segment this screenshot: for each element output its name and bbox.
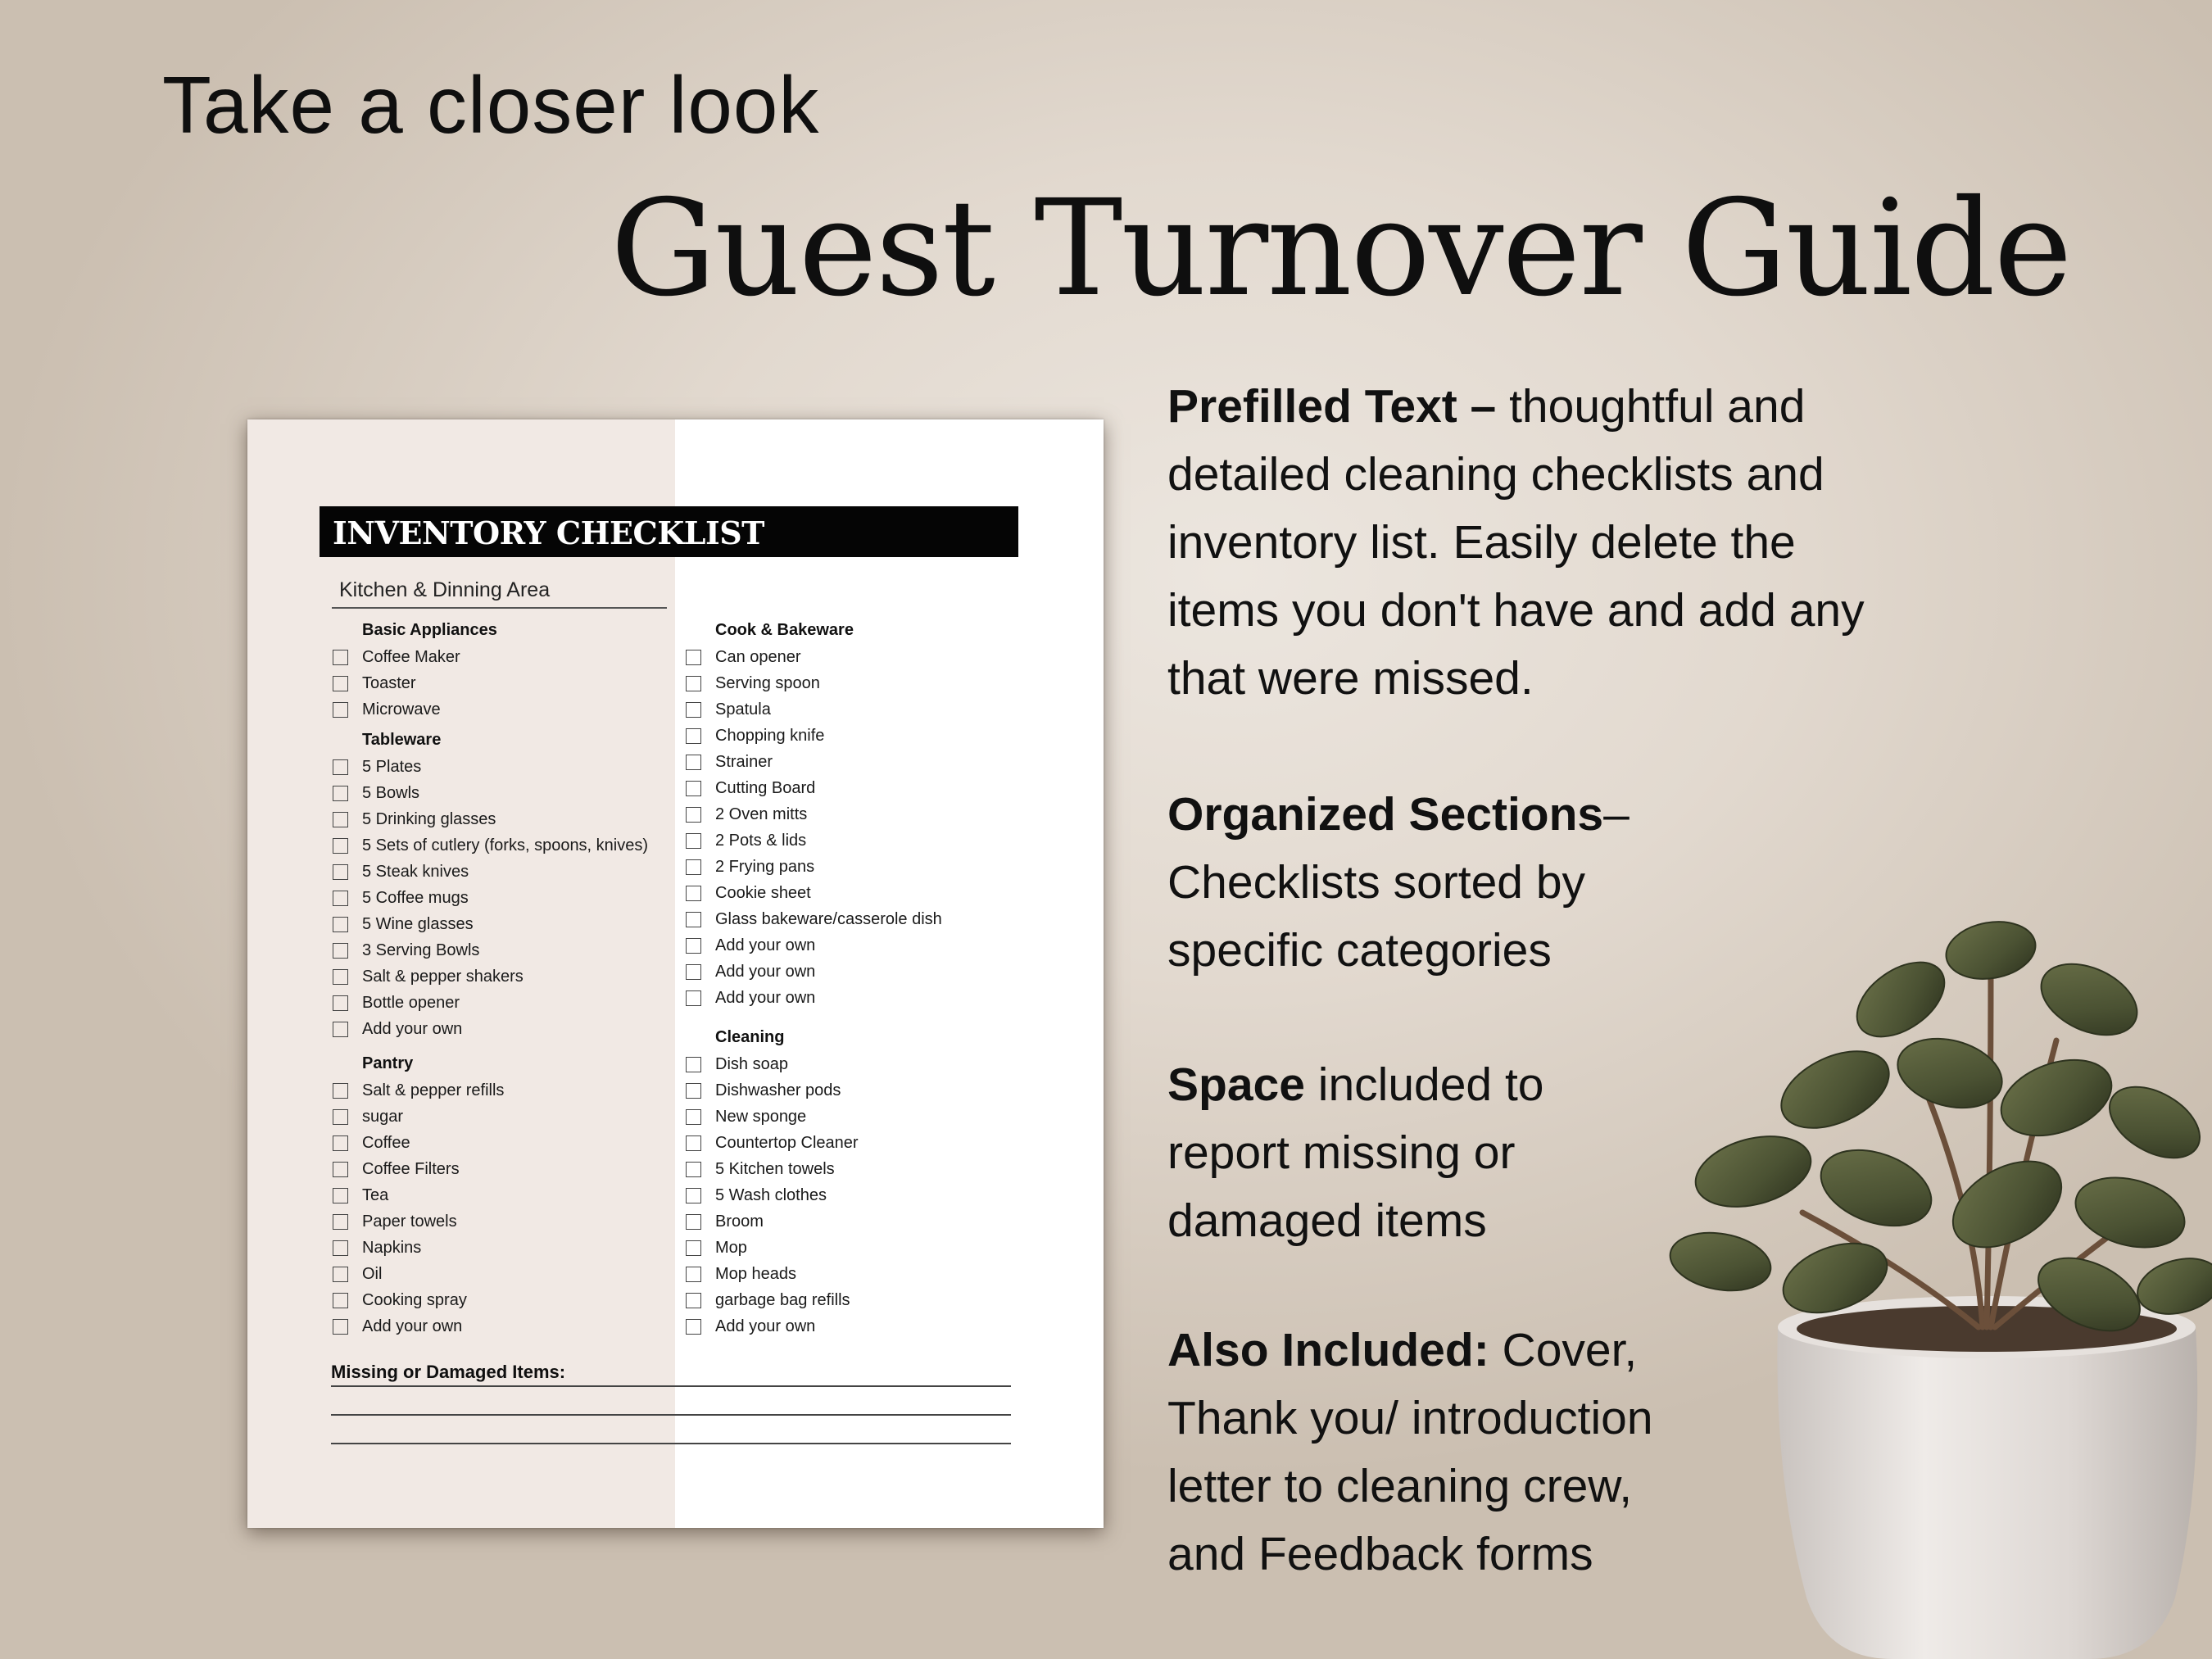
checkbox[interactable] xyxy=(686,781,701,796)
checkbox[interactable] xyxy=(686,938,701,954)
section-heading-tableware: Tableware xyxy=(362,731,442,749)
checkbox[interactable] xyxy=(686,1319,701,1335)
checkbox[interactable] xyxy=(333,1267,348,1282)
checkbox[interactable] xyxy=(686,1188,701,1203)
feature-line xyxy=(1167,373,2028,441)
checkbox[interactable] xyxy=(333,838,348,854)
feature-line: and Feedback forms xyxy=(1167,1528,1593,1580)
checkbox[interactable] xyxy=(686,1267,701,1282)
feature-title: Prefilled Text – xyxy=(1167,380,1510,433)
feature-line xyxy=(1167,781,2028,849)
checkbox[interactable] xyxy=(333,995,348,1011)
checkbox[interactable] xyxy=(333,1214,348,1230)
feature-title: Space xyxy=(1167,1058,1305,1111)
checkbox[interactable] xyxy=(686,990,701,1006)
checkbox[interactable] xyxy=(686,886,701,901)
feature-line: that were missed. xyxy=(1167,652,1534,705)
notes-line[interactable] xyxy=(331,1443,1011,1444)
checklist-header xyxy=(320,506,1018,557)
section-heading-cleaning: Cleaning xyxy=(715,1028,785,1046)
checkbox[interactable] xyxy=(333,1109,348,1125)
checkbox[interactable] xyxy=(333,1083,348,1099)
feature-line: Thank you/ introduction xyxy=(1167,1392,1653,1444)
checklist-title: INVENTORY CHECKLIST xyxy=(333,514,764,551)
checkbox[interactable] xyxy=(686,807,701,823)
feature-line: damaged items xyxy=(1167,1194,1487,1247)
checkbox[interactable] xyxy=(333,1240,348,1256)
checkbox[interactable] xyxy=(333,812,348,827)
checkbox[interactable] xyxy=(333,969,348,985)
checkbox[interactable] xyxy=(686,859,701,875)
feature-line: inventory list. Easily delete the xyxy=(1167,516,1796,569)
checkbox[interactable] xyxy=(686,650,701,665)
tagline: Take a closer look xyxy=(162,60,820,150)
potted-plant-image xyxy=(1630,901,2212,1659)
checkbox[interactable] xyxy=(686,1293,701,1308)
section-heading-basic-appliances: Basic Appliances xyxy=(362,621,497,639)
checkbox[interactable] xyxy=(333,943,348,959)
feature-line: specific categories xyxy=(1167,924,1552,977)
checkbox[interactable] xyxy=(686,1240,701,1256)
section-heading-cook-bakeware: Cook & Bakeware xyxy=(715,621,854,639)
checkbox[interactable] xyxy=(686,1135,701,1151)
checkbox[interactable] xyxy=(333,786,348,801)
checkbox[interactable] xyxy=(686,1214,701,1230)
notes-line[interactable] xyxy=(331,1414,1011,1416)
feature-text: Cover, xyxy=(1489,1324,1638,1376)
checkbox[interactable] xyxy=(686,833,701,849)
page-title: Guest Turnover Guide xyxy=(610,172,2071,326)
feature-text: thoughtful and xyxy=(1509,380,1806,433)
checkbox[interactable] xyxy=(686,702,701,718)
checkbox[interactable] xyxy=(333,1022,348,1037)
area-underline xyxy=(332,607,667,609)
feature-prefilled-text xyxy=(1167,373,2028,713)
checkbox[interactable] xyxy=(686,1057,701,1072)
feature-title: Also Included: xyxy=(1167,1324,1489,1376)
feature-text: included to xyxy=(1304,1058,1544,1111)
checkbox[interactable] xyxy=(686,676,701,691)
checkbox[interactable] xyxy=(333,891,348,906)
checkbox[interactable] xyxy=(333,1319,348,1335)
notes-line[interactable] xyxy=(331,1385,1011,1387)
checkbox[interactable] xyxy=(686,964,701,980)
checkbox[interactable] xyxy=(686,1109,701,1125)
checkbox[interactable] xyxy=(686,1083,701,1099)
checklist-preview: INVENTORY CHECKLIST Kitchen & Dinning Area Basic Appliances Coffee Maker Toaster Microwave Tableware 5 Plates 5 Bowls 5 Drinking glasses 5 Sets of cutlery (forks, spoons, knives) 5 Steak knives 5 Coffee mugs 5 Wine glasses 3 Serving Bowls Salt & pepper shakers Bottle opener Add your own Pantry Salt & pepper refills sugar Coffee Coffee Filters Tea Paper towels Napkins Oil Cooking spray Add your own Cook & Bakeware Can opener Serving spoon Spatula Chopping knife Strainer Cutting Board 2 Oven mitts 2 Pots & lids 2 Frying pans Cookie sheet Glass bakeware/casserole dish Add your own Add your own Add your own Cleaning Dish soap Dishwasher pods New sponge Countertop Cleaner 5 Kitchen towels 5 Wash clothes Broom Mop Mop heads garbage bag refills Add your own Missing or Damaged Items: xyxy=(247,419,1104,1528)
feature-text: – xyxy=(1603,788,1630,841)
feature-line: letter to cleaning crew, xyxy=(1167,1460,1633,1512)
checkbox[interactable] xyxy=(333,1293,348,1308)
checkbox[interactable] xyxy=(333,917,348,932)
section-heading-pantry: Pantry xyxy=(362,1054,414,1072)
checkbox[interactable] xyxy=(686,728,701,744)
checkbox[interactable] xyxy=(333,650,348,665)
checkbox[interactable] xyxy=(333,702,348,718)
missing-damaged-label: Missing or Damaged Items: xyxy=(331,1362,566,1382)
checkbox[interactable] xyxy=(333,759,348,775)
checkbox[interactable] xyxy=(686,912,701,927)
checkbox[interactable] xyxy=(333,864,348,880)
area-label: Kitchen & Dinning Area xyxy=(339,578,551,601)
feature-line: items you don't have and add any xyxy=(1167,584,1865,637)
feature-line: report missing or xyxy=(1167,1126,1516,1179)
checkbox[interactable] xyxy=(333,1162,348,1177)
checkbox[interactable] xyxy=(333,1188,348,1203)
feature-title: Organized Sections xyxy=(1167,788,1604,841)
feature-line: Checklists sorted by xyxy=(1167,856,1586,909)
checkbox[interactable] xyxy=(686,755,701,770)
checkbox[interactable] xyxy=(686,1162,701,1177)
feature-line: detailed cleaning checklists and xyxy=(1167,448,1824,501)
checkbox[interactable] xyxy=(333,676,348,691)
checkbox[interactable] xyxy=(333,1135,348,1151)
